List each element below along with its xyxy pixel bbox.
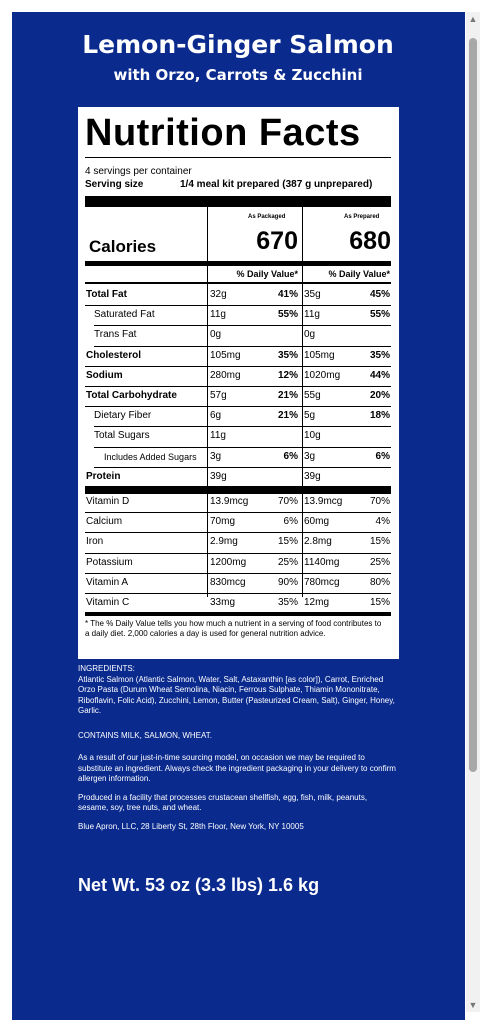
prepared-amount: 10g <box>304 430 321 442</box>
prepared-amount: 2.8mg <box>304 536 332 548</box>
nutrient-name: Includes Added Sugars <box>104 451 197 462</box>
packaged-amount: 39g <box>210 470 227 482</box>
prepared-amount: 60mg <box>304 516 330 528</box>
prepared-daily-value: 70% <box>369 496 390 507</box>
prepared-amount: 5g <box>304 410 316 422</box>
as-prepared-header: As Prepared <box>344 214 380 220</box>
packaged-amount: 11g <box>210 309 226 321</box>
nutrient-name: Trans Fat <box>94 329 137 341</box>
nutrition-facts-heading: Nutrition Facts <box>85 112 361 154</box>
divider <box>85 157 391 158</box>
prepared-amount: 105mg <box>304 349 335 361</box>
vitamin-name: Calcium <box>86 516 123 528</box>
prepared-daily-value: 45% <box>369 289 390 300</box>
prepared-daily-value: 15% <box>369 536 390 548</box>
medium-divider <box>85 612 391 616</box>
packaged-amount: 32g <box>210 289 227 300</box>
packaged-daily-value: 12% <box>277 369 298 381</box>
prepared-daily-value: 18% <box>369 410 390 422</box>
packaged-daily-value: 35% <box>277 597 298 608</box>
product-info <box>78 664 398 840</box>
as-packaged-header: As Packaged <box>248 214 286 220</box>
packaged-daily-value: 21% <box>277 410 298 422</box>
divider <box>85 282 391 284</box>
packaged-amount: 33mg <box>210 597 236 608</box>
packaged-amount: 70mg <box>210 516 236 528</box>
packaged-amount: 6g <box>210 410 222 422</box>
prepared-daily-value: 25% <box>369 556 390 568</box>
packaged-daily-value: 41% <box>277 289 298 300</box>
prepared-amount: 780mcg <box>304 576 340 588</box>
prepared-daily-value: 4% <box>375 516 390 528</box>
packaged-amount: 13.9mcg <box>210 496 249 507</box>
scroll-up-arrow-icon[interactable]: ▲ <box>468 14 478 24</box>
packaged-daily-value <box>258 325 298 345</box>
prepared-daily-value <box>350 325 390 345</box>
product-title: Lemon-Ginger Salmon <box>82 30 394 59</box>
prepared-amount: 13.9mcg <box>304 496 343 507</box>
prepared-amount: 3g <box>304 450 316 462</box>
sourcing-notice: As a result of our just-in-time sourcing model, on occasion we may be required to substitute an ingredient. Always check the ingredient packaging in your delivery to confirm allergen information. <box>78 753 396 783</box>
prepared-amount: 1140mg <box>304 556 340 568</box>
packaged-amount: 11g <box>210 430 226 442</box>
prepared-amount: 35g <box>304 289 321 300</box>
vitamin-name: Vitamin D <box>86 496 130 507</box>
dv-header-prepared: % Daily Value* <box>328 269 390 279</box>
packaged-daily-value <box>258 426 298 446</box>
nutrient-name: Total Carbohydrate <box>86 390 177 401</box>
prepared-daily-value: 6% <box>375 450 390 462</box>
packaged-amount: 280mg <box>210 369 241 381</box>
prepared-daily-value: 44% <box>369 369 390 381</box>
vitamin-name: Potassium <box>86 556 133 568</box>
dv-header-packaged: % Daily Value* <box>236 269 298 279</box>
prepared-daily-value <box>350 426 390 446</box>
nutrition-label <box>78 107 399 659</box>
vitamin-name: Iron <box>86 536 104 548</box>
prepared-amount: 11g <box>304 309 320 321</box>
prepared-amount: 55g <box>304 390 321 401</box>
packaged-daily-value: 21% <box>277 390 298 401</box>
daily-value-footnote: * The % Daily Value tells you how much a nutrient in a serving of food contributes to a daily diet. 2,000 calories a day is used for general nutrition advice. <box>85 619 382 638</box>
packaged-daily-value: 55% <box>277 309 298 321</box>
packaged-amount: 830mcg <box>210 576 246 588</box>
nutrient-name: Saturated Fat <box>94 309 155 321</box>
prepared-amount: 39g <box>304 470 321 482</box>
packaged-amount: 1200mg <box>210 556 247 568</box>
scroll-down-arrow-icon[interactable]: ▼ <box>468 1000 478 1010</box>
facility-notice: Produced in a facility that processes crustacean shellfish, egg, fish, milk, peanuts, sesame, soy, tree nuts, and wheat. <box>78 792 368 812</box>
nutrient-name: Dietary Fiber <box>94 410 152 422</box>
prepared-amount: 12mg <box>304 597 330 608</box>
calories-packaged: 670 <box>256 227 298 255</box>
packaged-daily-value: 6% <box>283 516 298 528</box>
prepared-daily-value: 35% <box>369 349 390 361</box>
nutrient-name: Sodium <box>86 369 123 381</box>
packaged-amount: 57g <box>210 390 227 401</box>
packaged-daily-value: 25% <box>277 556 298 568</box>
prepared-daily-value: 55% <box>369 309 390 321</box>
packaged-daily-value: 70% <box>277 496 298 507</box>
allergen-statement: CONTAINS MILK, SALMON, WHEAT. <box>78 730 212 740</box>
prepared-daily-value: 80% <box>369 576 390 588</box>
packaged-daily-value <box>258 467 298 487</box>
medium-divider <box>85 261 391 266</box>
ingredients-heading: INGREDIENTS: <box>78 664 135 673</box>
nutrient-name: Protein <box>86 470 121 482</box>
packaged-amount: 3g <box>210 450 222 462</box>
servings-per-container: 4 servings per container <box>85 166 192 177</box>
company-address: Blue Apron, LLC, 28 Liberty St, 28th Floor, New York, NY 10005 <box>78 821 304 831</box>
prepared-daily-value: 20% <box>369 390 390 401</box>
packaged-daily-value: 90% <box>277 576 298 588</box>
product-subtitle: with Orzo, Carrots & Zucchini <box>113 66 363 84</box>
prepared-daily-value: 15% <box>369 597 390 608</box>
packaged-daily-value: 6% <box>283 450 298 462</box>
serving-size-value: 1/4 meal kit prepared (387 g unprepared) <box>180 179 373 190</box>
prepared-amount: 0g <box>304 329 316 341</box>
scrollbar-thumb[interactable] <box>469 38 477 772</box>
nutrient-name: Total Sugars <box>94 430 150 442</box>
thick-divider <box>85 196 391 207</box>
nutrient-name: Total Fat <box>86 289 127 300</box>
prepared-daily-value <box>350 467 390 487</box>
prepared-amount: 1020mg <box>304 369 341 381</box>
packaged-amount: 105mg <box>210 349 241 361</box>
vitamin-name: Vitamin C <box>86 597 130 608</box>
packaged-amount: 0g <box>210 329 222 341</box>
packaged-daily-value: 15% <box>277 536 298 548</box>
serving-size-label: Serving size <box>85 179 144 190</box>
vitamin-name: Vitamin A <box>86 576 129 588</box>
calories-prepared: 680 <box>349 227 391 255</box>
net-weight: Net Wt. 53 oz (3.3 lbs) 1.6 kg <box>78 875 320 895</box>
nutrient-name: Cholesterol <box>86 349 142 361</box>
ingredients-list: Atlantic Salmon (Atlantic Salmon, Water, Salt, Astaxanthin [as color]), Carrot, Enriched Orzo Pasta (Durum Wheat Semolina, Niacin, Ferrous Sulphate, Thiamin Mononitrate, Riboflavin, Folic Acid), Zucchini, Lemon, Butter (Pasteurized Cream, Salt), Ginger, Honey, Garlic. <box>78 674 395 715</box>
packaged-amount: 2.9mg <box>210 536 238 548</box>
packaged-daily-value: 35% <box>277 349 298 361</box>
calories-label: Calories <box>89 237 157 256</box>
